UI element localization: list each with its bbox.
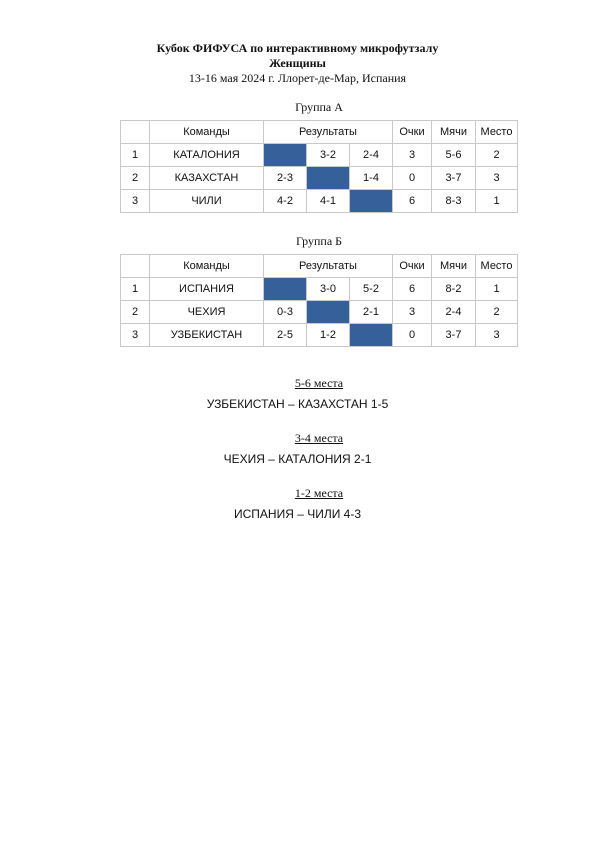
header-place: Место [476, 255, 518, 278]
result-cell: 2-1 [350, 301, 393, 324]
points-cell: 3 [393, 144, 432, 167]
header-teams: Команды [150, 255, 264, 278]
result-cell: 5-2 [350, 278, 393, 301]
header-goals: Мячи [432, 121, 476, 144]
tournament-title: Кубок ФИФУСА по интерактивному микрофутзалу [156, 41, 439, 55]
header-teams: Команды [150, 121, 264, 144]
self-match-cell [350, 324, 393, 347]
team-name: ЧЕХИЯ [150, 301, 264, 324]
header-results: Результаты [264, 255, 393, 278]
table-row [121, 324, 518, 347]
self-match-cell [307, 301, 350, 324]
result-cell: 3-2 [307, 144, 350, 167]
placement-5-6-match: УЗБЕКИСТАН – КАЗАХСТАН 1-5 [206, 397, 389, 411]
row-number: 3 [121, 190, 150, 213]
result-cell: 4-2 [264, 190, 307, 213]
table-header-row [121, 121, 518, 144]
header-num-cell [121, 255, 150, 278]
header-goals: Мячи [432, 255, 476, 278]
group-b-table [120, 254, 518, 347]
self-match-cell [264, 144, 307, 167]
row-number: 2 [121, 301, 150, 324]
points-cell: 6 [393, 278, 432, 301]
result-cell: 1-2 [307, 324, 350, 347]
group-a-table [120, 120, 518, 213]
place-cell: 1 [476, 190, 518, 213]
placement-3-4-heading: 3-4 места [294, 431, 344, 445]
result-cell: 2-5 [264, 324, 307, 347]
self-match-cell [307, 167, 350, 190]
self-match-cell [264, 278, 307, 301]
table-row [121, 167, 518, 190]
table-row [121, 301, 518, 324]
result-cell: 4-1 [307, 190, 350, 213]
header-results: Результаты [264, 121, 393, 144]
result-cell: 3-0 [307, 278, 350, 301]
group-b-title: Группа Б [295, 234, 343, 248]
row-number: 1 [121, 144, 150, 167]
result-cell: 0-3 [264, 301, 307, 324]
header-points: Очки [393, 121, 432, 144]
goals-cell: 8-3 [432, 190, 476, 213]
self-match-cell [350, 190, 393, 213]
group-a-title: Группа А [295, 100, 343, 114]
placement-5-6-heading: 5-6 места [294, 376, 344, 390]
table-row [121, 278, 518, 301]
goals-cell: 8-2 [432, 278, 476, 301]
row-number: 3 [121, 324, 150, 347]
header-place: Место [476, 121, 518, 144]
placement-3-4-match: ЧЕХИЯ – КАТАЛОНИЯ 2-1 [223, 452, 372, 466]
goals-cell: 5-6 [432, 144, 476, 167]
table-row [121, 190, 518, 213]
points-cell: 0 [393, 324, 432, 347]
placement-1-2-heading: 1-2 места [294, 486, 344, 500]
points-cell: 0 [393, 167, 432, 190]
team-name: УЗБЕКИСТАН [150, 324, 264, 347]
team-name: ЧИЛИ [150, 190, 264, 213]
place-cell: 3 [476, 324, 518, 347]
row-number: 1 [121, 278, 150, 301]
row-number: 2 [121, 167, 150, 190]
placement-1-2-match: ИСПАНИЯ – ЧИЛИ 4-3 [233, 507, 362, 521]
dates-venue: 13-16 мая 2024 г. Ллорет-де-Мар, Испания [188, 71, 407, 85]
team-name: КАЗАХСТАН [150, 167, 264, 190]
points-cell: 3 [393, 301, 432, 324]
goals-cell: 3-7 [432, 324, 476, 347]
goals-cell: 3-7 [432, 167, 476, 190]
team-name: КАТАЛОНИЯ [150, 144, 264, 167]
header-num-cell [121, 121, 150, 144]
result-cell: 2-4 [350, 144, 393, 167]
place-cell: 1 [476, 278, 518, 301]
table-header-row [121, 255, 518, 278]
category-title: Женщины [269, 56, 326, 70]
goals-cell: 2-4 [432, 301, 476, 324]
result-cell: 2-3 [264, 167, 307, 190]
header-points: Очки [393, 255, 432, 278]
team-name: ИСПАНИЯ [150, 278, 264, 301]
place-cell: 3 [476, 167, 518, 190]
points-cell: 6 [393, 190, 432, 213]
result-cell: 1-4 [350, 167, 393, 190]
table-row [121, 144, 518, 167]
place-cell: 2 [476, 301, 518, 324]
place-cell: 2 [476, 144, 518, 167]
